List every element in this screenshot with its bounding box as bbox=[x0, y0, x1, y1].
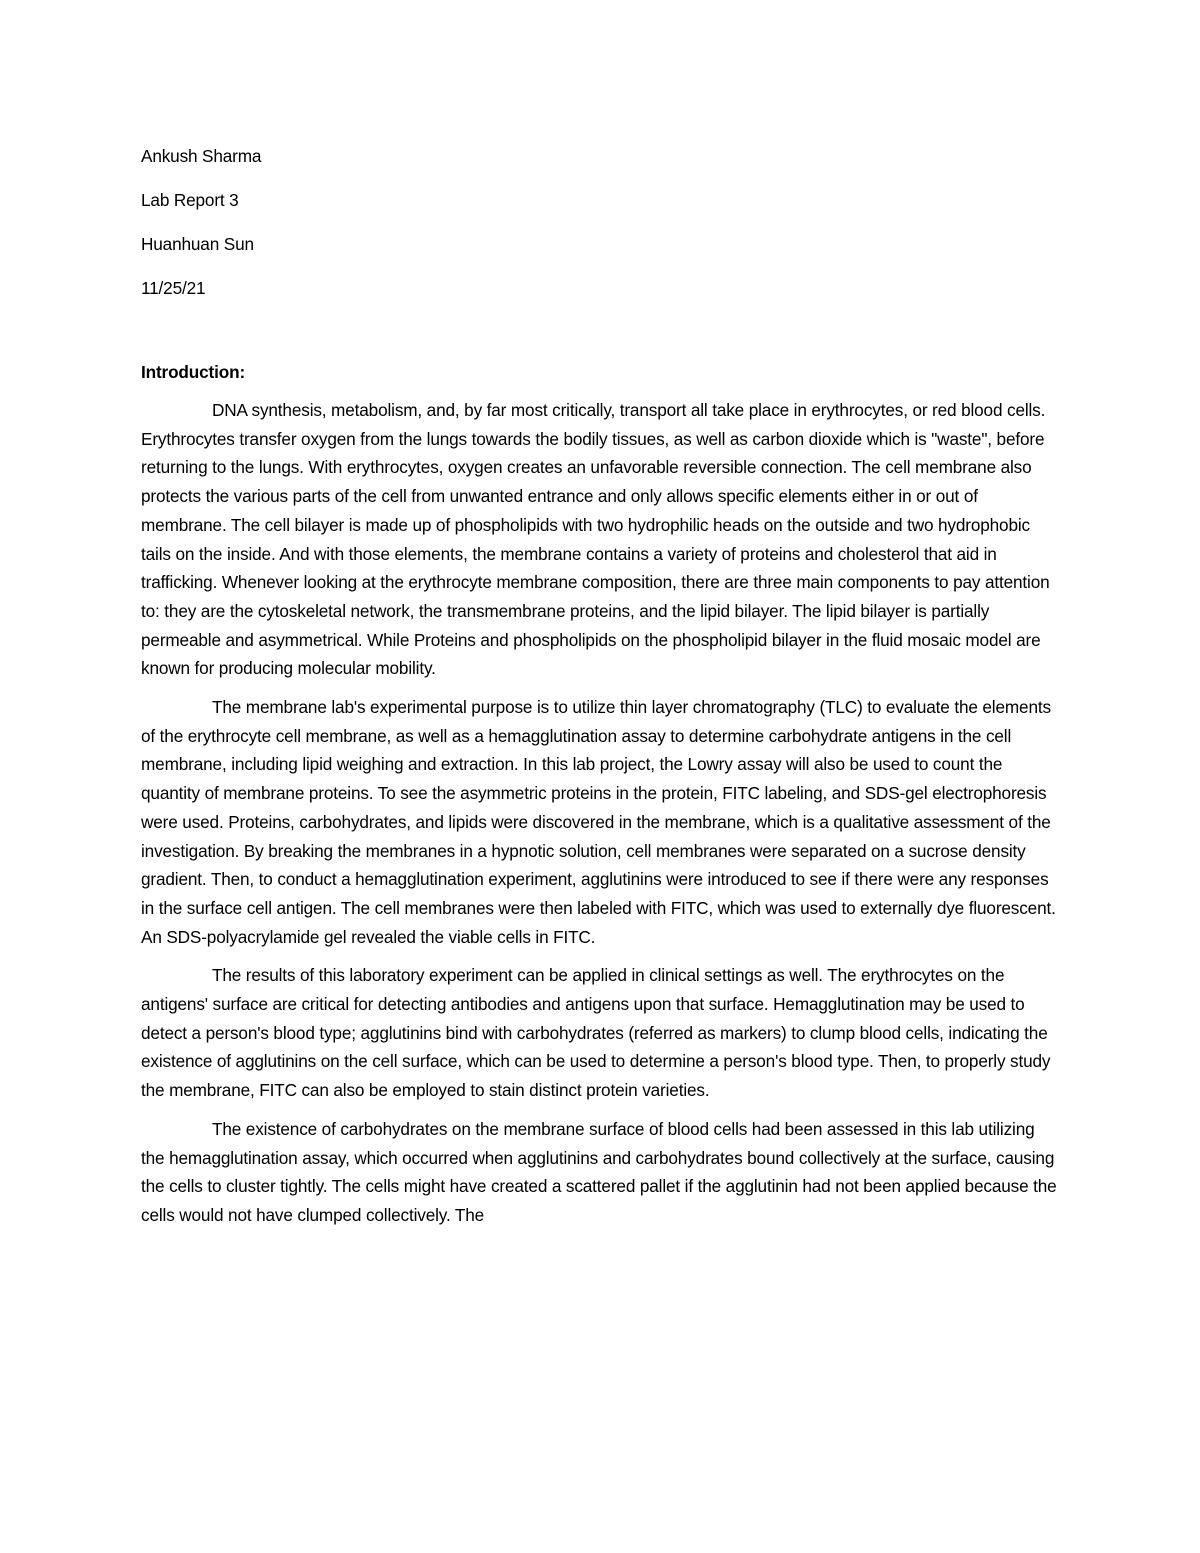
author-name: Ankush Sharma bbox=[141, 146, 262, 166]
introduction-paragraph-1: DNA synthesis, metabolism, and, by far most critically, transport all take place in erythrocytes, or red blood cells. Erythrocytes transfer oxygen from the lungs towards the bodily tissues, as well as carbon dioxide which is "waste", before returning to the lungs. With erythrocytes, oxygen creates an unfavorable reversible connection. The cell membrane also protects the various parts of the cell from unwanted entrance and only allows specific elements either in or out of membrane. The cell bilayer is made up of phospholipids with two hydrophilic heads on the outside and two hydrophobic tails on the inside. And with those elements, the membrane contains a variety of proteins and cholesterol that aid in trafficking. Whenever looking at the erythrocyte membrane composition, there are three main components to pay attention to: they are the cytoskeletal network, the transmembrane proteins, and the lipid bilayer. The lipid bilayer is partially permeable and asymmetrical. While Proteins and phospholipids on the phospholipid bilayer in the fluid mosaic model are known for producing molecular mobility. bbox=[141, 400, 1050, 679]
introduction-paragraph-3: The results of this laboratory experiment can be applied in clinical settings as well. The erythrocytes on the antigens' surface are critical for detecting antibodies and antigens upon that surface. Hemagglutination may be used to detect a person's blood type; agglutinins bind with carbohydrates (referred as markers) to clump blood cells, indicating the existence of agglutinins on the cell surface, which can be used to determine a person's blood type. Then, to properly study the membrane, FITC can also be employed to stain distinct protein varieties. bbox=[141, 965, 1051, 1101]
document-body bbox=[141, 143, 1061, 1240]
report-title: Lab Report 3 bbox=[141, 190, 239, 210]
introduction-paragraph-2: The membrane lab's experimental purpose is to utilize thin layer chromatography (TLC) to evaluate the elements of the erythrocyte cell membrane, as well as a hemagglutination assay to determine carbohydrate antigens in the cell membrane, including lipid weighing and extraction. In this lab project, the Lowry assay will also be used to count the quantity of membrane proteins. To see the asymmetric proteins in the protein, FITC labeling, and SDS-gel electrophoresis were used. Proteins, carbohydrates, and lipids were discovered in the membrane, which is a qualitative assessment of the investigation. By breaking the membranes in a hypnotic solution, cell membranes were separated on a sucrose density gradient. Then, to conduct a hemagglutination experiment, agglutinins were introduced to see if there were any responses in the surface cell antigen. The cell membranes were then labeled with FITC, which was used to externally dye fluorescent. An SDS-polyacrylamide gel revealed the viable cells in FITC. bbox=[141, 697, 1056, 947]
report-date: 11/25/21 bbox=[141, 278, 206, 298]
introduction-heading: Introduction: bbox=[141, 362, 246, 382]
introduction-paragraph-4: The existence of carbohydrates on the membrane surface of blood cells had been assessed in this lab utilizing the hemagglutination assay, which occurred when agglutinins and carbohydrates bound collectively at the surface, causing the cells to cluster tightly. The cells might have created a scattered pallet if the agglutinin had not been applied because the cells would not have clumped collectively. The bbox=[141, 1118, 1057, 1225]
instructor-name: Huanhuan Sun bbox=[141, 234, 254, 254]
